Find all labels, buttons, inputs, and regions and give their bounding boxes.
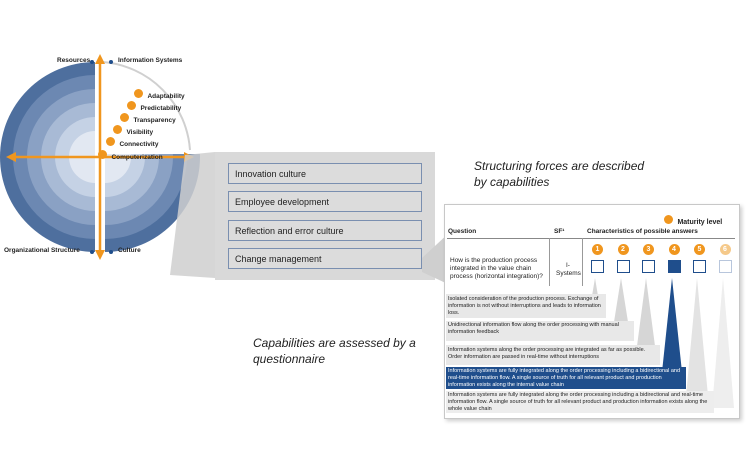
caption-line: by capabilities [474, 175, 550, 189]
level-2-checkbox[interactable] [617, 260, 630, 273]
level-6-checkbox[interactable] [719, 260, 732, 273]
maturity-circle-icon [664, 215, 673, 224]
stage-label: Computerization [111, 154, 163, 161]
axis-label-organizational-structure: Organizational Structure [4, 247, 80, 254]
answer-1: Isolated consideration of the production process. Exchange of information is not without interruptions and leads to information loss. [448, 296, 601, 316]
col-answers: Characteristics of possible answers [587, 228, 698, 235]
level-5-checkbox[interactable] [693, 260, 706, 273]
capability-change-management: Change management [228, 248, 422, 269]
stage-label: Transparency [133, 117, 176, 124]
capability-innovation-culture: Innovation culture [228, 163, 422, 184]
answer-4: Information systems are fully integrated along the order processing including a bidirectional and real-time information flow. A single source of truth for all relevant product and production information exists along the internal value chain [448, 368, 681, 388]
stage-label: Predictability [140, 105, 182, 112]
sf-value: I-Systems [556, 262, 581, 277]
level-4-circle: 4 [669, 244, 680, 255]
answer-3: Information systems along the order processing are integrated as far as possible. Order information are passed in real-time without interruptions [448, 347, 646, 360]
caption-line: questionnaire [253, 352, 326, 366]
answer-5: Information systems are fully integrated along the order processing including a bidirectional and real-time information flow. A single source of truth for all relevant product and production information exists along the whole value chain [448, 392, 708, 412]
sf-divider [549, 238, 550, 286]
level-2-circle: 2 [618, 244, 629, 255]
maturity-legend [664, 211, 722, 229]
level-6-circle: 6 [720, 244, 731, 255]
caption-line: Structuring forces are described [474, 159, 645, 173]
answer-2: Unidirectional information flow along the order processing with manual information feedback [448, 322, 619, 335]
level-3-circle: 3 [643, 244, 654, 255]
level-5-circle: 5 [694, 244, 705, 255]
stage-label: Connectivity [119, 141, 159, 148]
header-rule [447, 238, 735, 239]
level-3-checkbox[interactable] [642, 260, 655, 273]
col-sf: SF¹ [554, 228, 565, 235]
caption-structuring [474, 158, 644, 190]
col-question: Question [448, 228, 477, 235]
axis-label-resources: Resources [57, 57, 91, 64]
capability-employee-development: Employee development [228, 191, 422, 212]
stage-adaptability [134, 85, 185, 103]
capability-reflection-error-culture: Reflection and error culture [228, 220, 422, 241]
wheel-connector [150, 150, 220, 290]
level-1-circle: 1 [592, 244, 603, 255]
axis-label-information-systems: Information Systems [118, 57, 183, 64]
caption-line: Capabilities are assessed by a [253, 336, 416, 350]
stage-label: Adaptability [147, 93, 185, 100]
level-1-checkbox[interactable] [591, 260, 604, 273]
stage-label: Visibility [126, 129, 154, 136]
question-text: How is the production process integrated in the value chain process (horizontal integration)? [450, 257, 543, 280]
axis-label-culture: Culture [118, 247, 141, 254]
caption-assessed [253, 335, 416, 367]
maturity-label: Maturity level [677, 219, 723, 226]
level-4-checkbox[interactable] [668, 260, 681, 273]
